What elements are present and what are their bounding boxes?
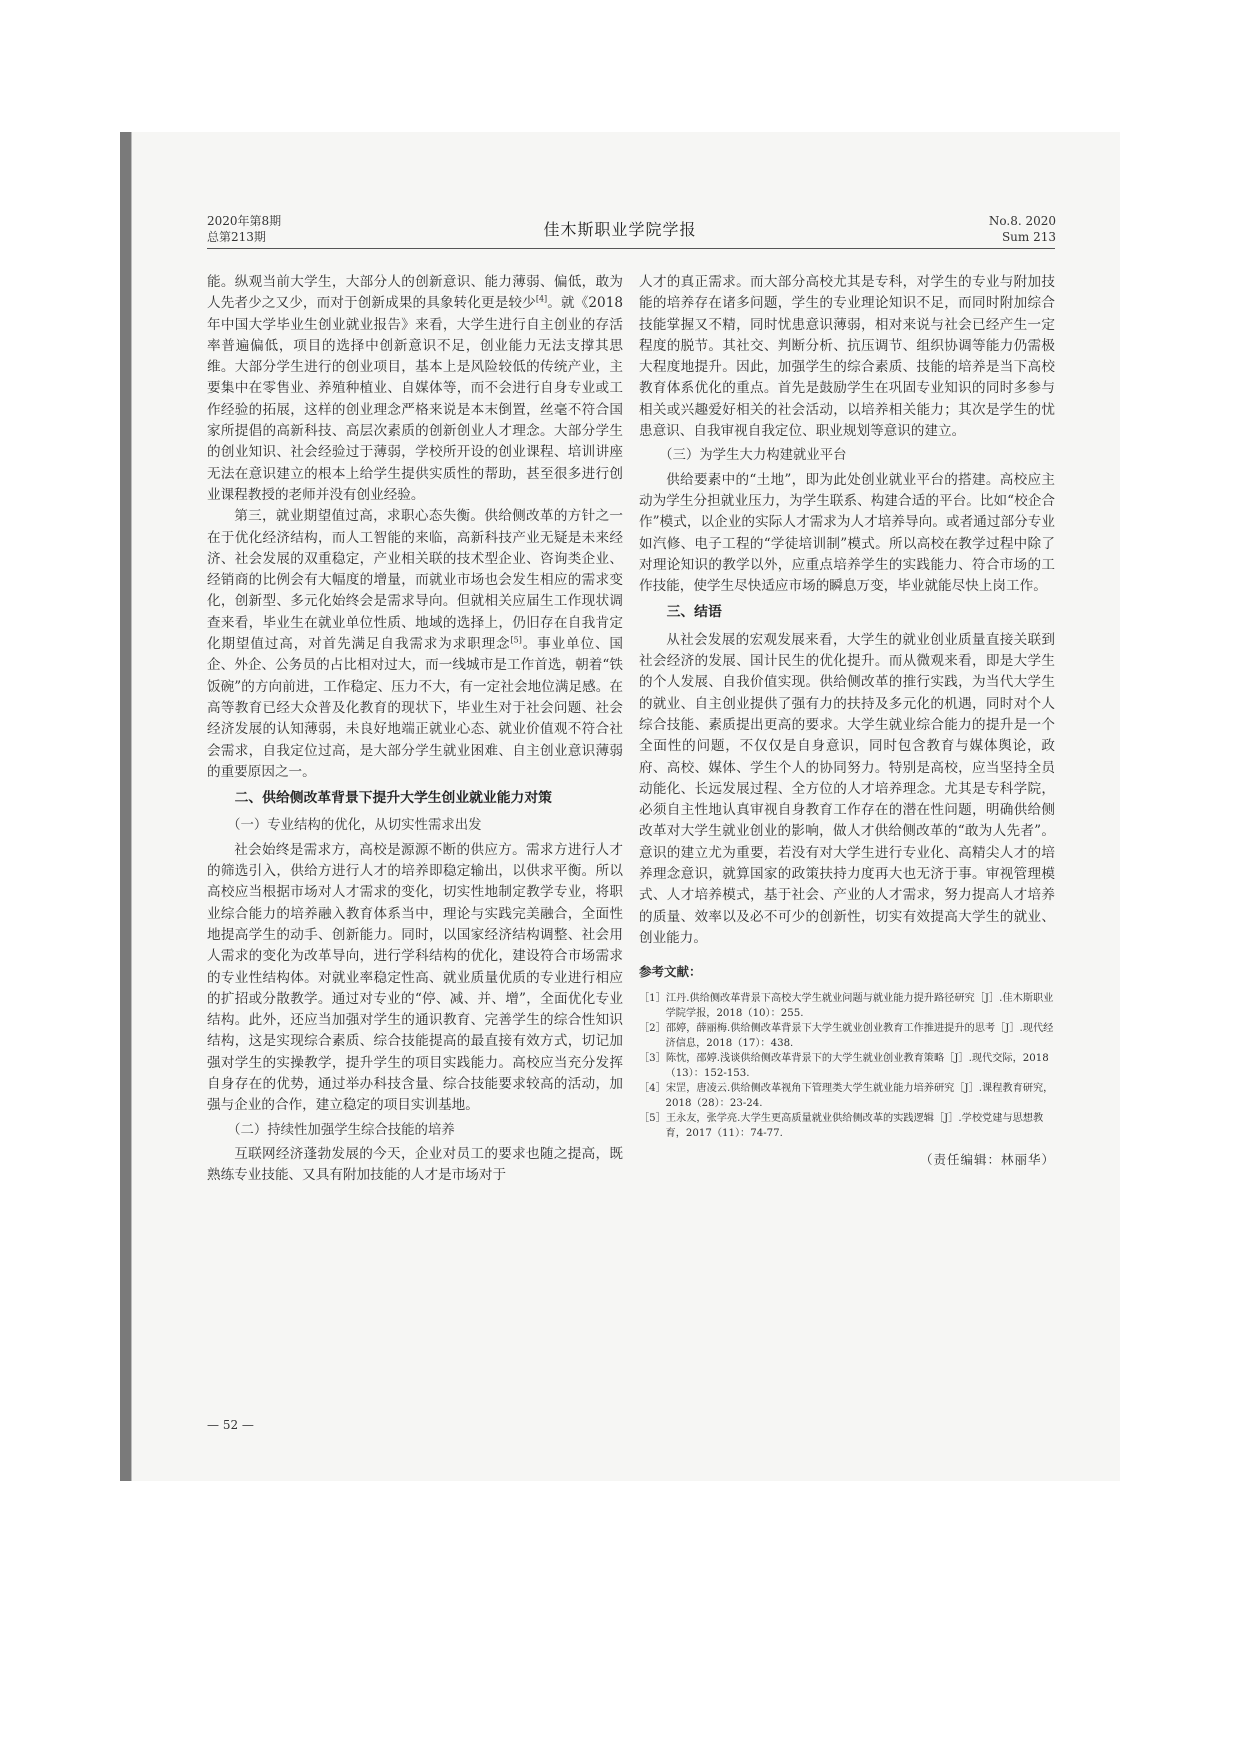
citation: [5] bbox=[510, 635, 522, 645]
subsection-heading: （一）专业结构的优化，从切实性需求出发 bbox=[227, 818, 482, 834]
paragraph: 供给要素中的“土地”，即为此处创业就业平台的搭建。高校应主动为学生分担就业压力，为学生联系、构建合适的平台。比如“校企合作”模式，以企业的实际人才需求为人才培养导向。或者通过部分专业如汽修、电子工程的“学徒培训制”模式。所以高校在教学过程中除了对理论知识的教学以外，应重点培养学生的实践能力、符合市场的工作技能，使学生尽快适应市场的瞬息万变，毕业就能尽快上岗工作。 bbox=[639, 471, 1055, 595]
paragraph bbox=[207, 272, 623, 506]
paragraph: 社会始终是需求方，高校是源源不断的供应方。需求方进行人才的筛选引入，供给方进行人才的培养即稳定输出，以供求平衡。所以高校应当根据市场对人才需求的变化，切实性地制定教学专业，将职业综合能力的培养融入教育体系当中，理论与实践完美融合，全面性地提高学生的动手、创新能力。同时，以国家经济结构调整、社会用人需求的变化为改革导向，进行学科结构的优化，建设符合市场需求的专业性结构体。对就业率稳定性高、就业质量优质的专业进行相应的扩招或分散教学。通过对专业的“停、减、并、增”，全面优化专业结构。此外，还应当加强对学生的通识教育、完善学生的综合性知识结构，这是实现综合素质、综合技能提高的最直接有效方式，切记加强对学生的实操教学，提升学生的项目实践能力。高校应当充分发挥自身存在的优势，通过举办科技含量、综合技能要求较高的活动，加强与企业的合作，建立稳定的项目实训基地。 bbox=[207, 841, 623, 1114]
text-run: 第三，就业期望值过高，求职心态失衡。供给侧改革的方针之一在于优化经济结构，而人工智能的来临，高新科技产业无疑是未来经济、社会发展的双重稳定，产业相关联的技术型企业、咨询类企业、经销商的比例会有大幅度的增量，而就业市场也会发生相应的需求变化，创新型、多元化始终会是需求导向。但就相关应届生工作现状调查来看，毕业生在就业单位性质、地域的选择上，仍旧存在自我肯定化期望值过高，对首先满足自我需求为求职理念 bbox=[207, 508, 623, 653]
header-rule bbox=[207, 248, 1055, 249]
subsection-heading: （二）持续性加强学生综合技能的培养 bbox=[227, 1122, 455, 1138]
paragraph: 从社会发展的宏观发展来看，大学生的就业创业质量直接关联到社会经济的发展、国计民生的优化提升。而从微观来看，即是大学生的个人发展、自我价值实现。供给侧改革的推行实践，为当代大学生的就业、自主创业提供了强有力的扶持及多元化的机遇，同时对个人综合技能、素质提出更高的要求。大学生就业综合能力的提升是一个全面性的问题，不仅仅是自身意识，同时包含教育与媒体舆论，政府、高校、媒体、学生个人的协同努力。特别是高校，应当坚持全员动能化、长远发展过程、全方位的人才培养理念。尤其是专科学院，必须自主性地认真审视自身教育工作存在的潜在性问题，明确供给侧改革对大学生就业创业的影响，做人才供给侧改革的“敢为人先者”。意识的建立尤为重要，若没有对大学生进行专业化、高精尖人才的培养理念意识，就算国家的政策扶持力度再大也无济于事。审视管理模式、人才培养模式，基于社会、产业的人才需求，努力提高人才培养的质量、效率以及必不可少的创新性，切实有效提高大学生的就业、创业能力。 bbox=[639, 631, 1055, 946]
left-column bbox=[207, 272, 623, 1186]
page-edge-line bbox=[131, 132, 132, 1481]
page-number: — 52 — bbox=[207, 1418, 254, 1432]
paragraph: 人才的真正需求。而大部分高校尤其是专科，对学生的专业与附加技能的培养存在诸多问题，学生的专业理论知识不足，而同时附加综合技能掌握又不精，同时忧患意识薄弱，相对来说与社会已经产生一定程度的脱节。其社交、判断分析、抗压调节、组织协调等能力仍需极大程度地提升。因此，加强学生的综合素质、技能的培养是当下高校教育体系优化的重点。首先是鼓励学生在巩固专业知识的同时多参与相关或兴趣爱好相关的社会活动，以培养相关能力；其次是学生的忧患意识、自我审视自我定位、职业规划等意识的建立。 bbox=[639, 274, 1055, 440]
total-en: Sum 213 bbox=[1001, 230, 1056, 244]
reference-item: ［3］陈忱，邵婷.浅谈供给侧改革背景下的大学生就业创业教育策略［J］.现代交际，2018（13）：152-153. bbox=[639, 1052, 1049, 1079]
references-title: 参考文献： bbox=[639, 964, 702, 980]
text-run: 能。纵观当前大学生，大部分人的创新意识、能力薄弱、偏低，敢为人先者少之又少，而对于创新成果的具象转化更是较少 bbox=[207, 274, 623, 312]
section-heading: 二、供给侧改革背景下提升大学生创业就业能力对策 bbox=[234, 790, 552, 807]
responsible-editor: （责任编辑：林丽华） bbox=[919, 1151, 1055, 1167]
issue-en: No.8. 2020 bbox=[988, 214, 1056, 228]
paragraph bbox=[207, 506, 623, 783]
citation: [4] bbox=[535, 294, 548, 304]
journal-title: 佳木斯职业学院学报 bbox=[543, 220, 697, 239]
reference-item: ［4］宋罡，唐凌云.供给侧改革视角下管理类大学生就业能力培养研究［J］.课程教育研究，2018（28）：23-24. bbox=[639, 1082, 1054, 1109]
reference-item: ［5］王永友，张学亮.大学生更高质量就业供给侧改革的实践逻辑［J］.学校党建与思想教育，2017（11）：74-77. bbox=[639, 1112, 1044, 1139]
text-run: 。事业单位、国企、外企、公务员的占比相对过大，而一线城市是工作首选，朝着“铁饭碗”的方向前进，工作稳定、压力不大，有一定社会地位满足感。在高等教育已经大众普及化教育的现状下，毕业生对于社会问题、社会经济发展的认知薄弱，未良好地端正就业心态、就业价值观不符合社会需求，自我定位过高，是大部分学生就业困难、自主创业意识薄弱的重要原因之一。 bbox=[207, 636, 624, 780]
subsection-heading: （三）为学生大力构建就业平台 bbox=[659, 448, 847, 464]
reference-item: ［2］邵婷，薛丽梅.供给侧改革背景下大学生就业创业教育工作推进提升的思考［J］.现代经济信息，2018（17）：438. bbox=[639, 1022, 1054, 1049]
header-issue-en bbox=[956, 213, 1056, 245]
issue-cn: 2020年第8期 bbox=[207, 214, 282, 228]
right-column bbox=[639, 272, 1055, 1170]
text-run: 。就《2018年中国大学毕业生创业就业报告》来看，大学生进行自主创业的存活率普遍偏低，项目的选择中创新意识不足，创业能力无法支撑其思维。大部分学生进行的创业项目，基本上是风险较低的传统产业，主要集中在零售业、养殖种植业、自媒体等，而不会进行自身专业或工作经验的拓展，这样的创业理念严格来说是本末倒置，丝毫不符合国家所提倡的高新科技、高层次素质的创新创业人才理念。大部分学生的创业知识、社会经验过于薄弱，学校所开设的创业课程、培训讲座无法在意识建立的根本上给学生提供实质性的帮助，甚至很多进行创业课程教授的老师并没有创业经验。 bbox=[207, 295, 623, 503]
total-cn: 总第213期 bbox=[207, 230, 266, 244]
section-heading: 三、结语 bbox=[666, 604, 722, 621]
scan-binding-shadow bbox=[120, 132, 131, 1481]
header-issue-cn bbox=[207, 213, 281, 245]
reference-item: ［1］江丹.供给侧改革背景下高校大学生就业问题与就业能力提升路径研究［J］.佳木斯职业学院学报，2018（10）：255. bbox=[639, 992, 1054, 1019]
paragraph: 互联网经济蓬勃发展的今天，企业对员工的要求也随之提高，既熟练专业技能、又具有附加技能的人才是市场对于 bbox=[207, 1145, 623, 1184]
